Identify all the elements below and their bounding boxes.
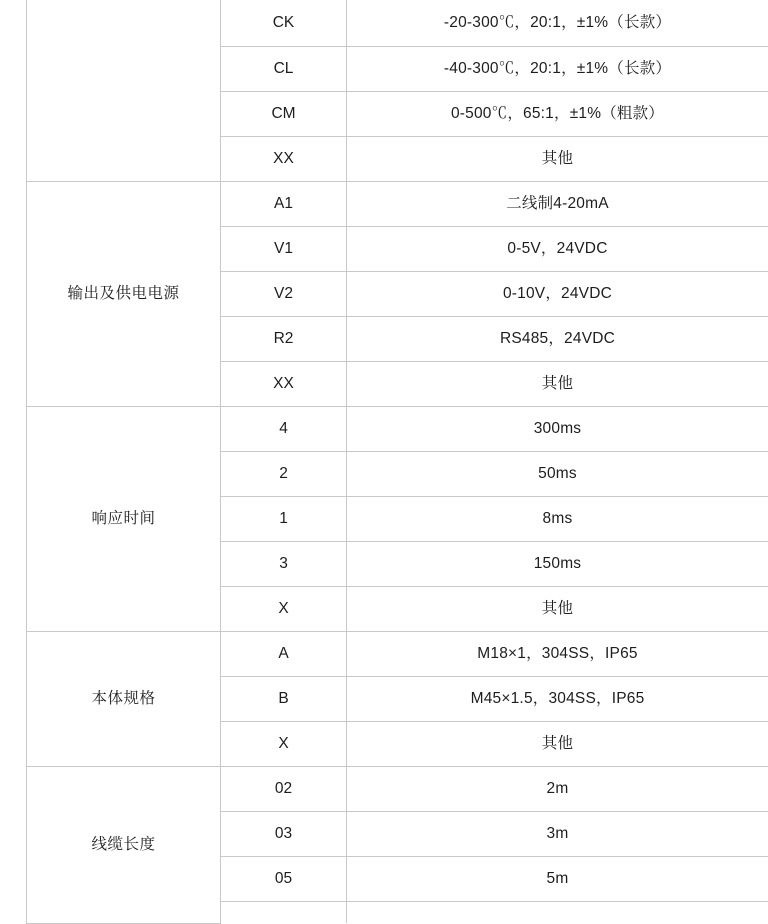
row-code: 2 — [221, 451, 347, 496]
row-code: X — [221, 721, 347, 766]
row-code: V2 — [221, 271, 347, 316]
row-group-label: 响应时间 — [27, 406, 221, 631]
row-description: -40-300℃，20:1，±1%（长款） — [347, 46, 768, 91]
row-code: X — [221, 586, 347, 631]
row-code: A1 — [221, 181, 347, 226]
row-code: 1 — [221, 496, 347, 541]
table-body — [27, 0, 768, 923]
row-description: 3m — [347, 811, 768, 856]
row-description: RS485，24VDC — [347, 316, 768, 361]
row-description: M18×1，304SS，IP65 — [347, 631, 768, 676]
row-description: -20-300℃，20:1，±1%（长款） — [347, 0, 768, 46]
row-description: 0-500℃，65:1，±1%（粗款） — [347, 91, 768, 136]
row-code: 05 — [221, 856, 347, 901]
table-row — [27, 0, 768, 46]
row-description: 其他 — [347, 136, 768, 181]
row-description: 2m — [347, 766, 768, 811]
row-description: 0-10V，24VDC — [347, 271, 768, 316]
row-group-label: 本体规格 — [27, 631, 221, 766]
row-code: 02 — [221, 766, 347, 811]
row-code: XX — [221, 136, 347, 181]
table-row — [27, 766, 768, 811]
row-description: 150ms — [347, 541, 768, 586]
row-description: 300ms — [347, 406, 768, 451]
row-code: CL — [221, 46, 347, 91]
row-code: CK — [221, 0, 347, 46]
row-description: M45×1.5，304SS，IP65 — [347, 676, 768, 721]
row-code: 4 — [221, 406, 347, 451]
row-code: B — [221, 676, 347, 721]
row-group-label — [27, 0, 221, 181]
row-description: 其他 — [347, 586, 768, 631]
table-row — [27, 181, 768, 226]
row-description: 0-5V，24VDC — [347, 226, 768, 271]
row-code: V1 — [221, 226, 347, 271]
specification-table — [26, 0, 768, 924]
row-code: 3 — [221, 541, 347, 586]
row-code: A — [221, 631, 347, 676]
row-description: 二线制4-20mA — [347, 181, 768, 226]
row-description: 50ms — [347, 451, 768, 496]
row-description: 其他 — [347, 361, 768, 406]
row-group-label: 线缆长度 — [27, 766, 221, 923]
row-description: 8ms — [347, 496, 768, 541]
row-description: 其他 — [347, 721, 768, 766]
row-group-label: 输出及供电电源 — [27, 181, 221, 406]
row-code: 03 — [221, 811, 347, 856]
table-row — [27, 631, 768, 676]
row-code: CM — [221, 91, 347, 136]
row-code: XX — [221, 361, 347, 406]
row-description: 5m — [347, 856, 768, 901]
table-row — [27, 406, 768, 451]
row-code: R2 — [221, 316, 347, 361]
